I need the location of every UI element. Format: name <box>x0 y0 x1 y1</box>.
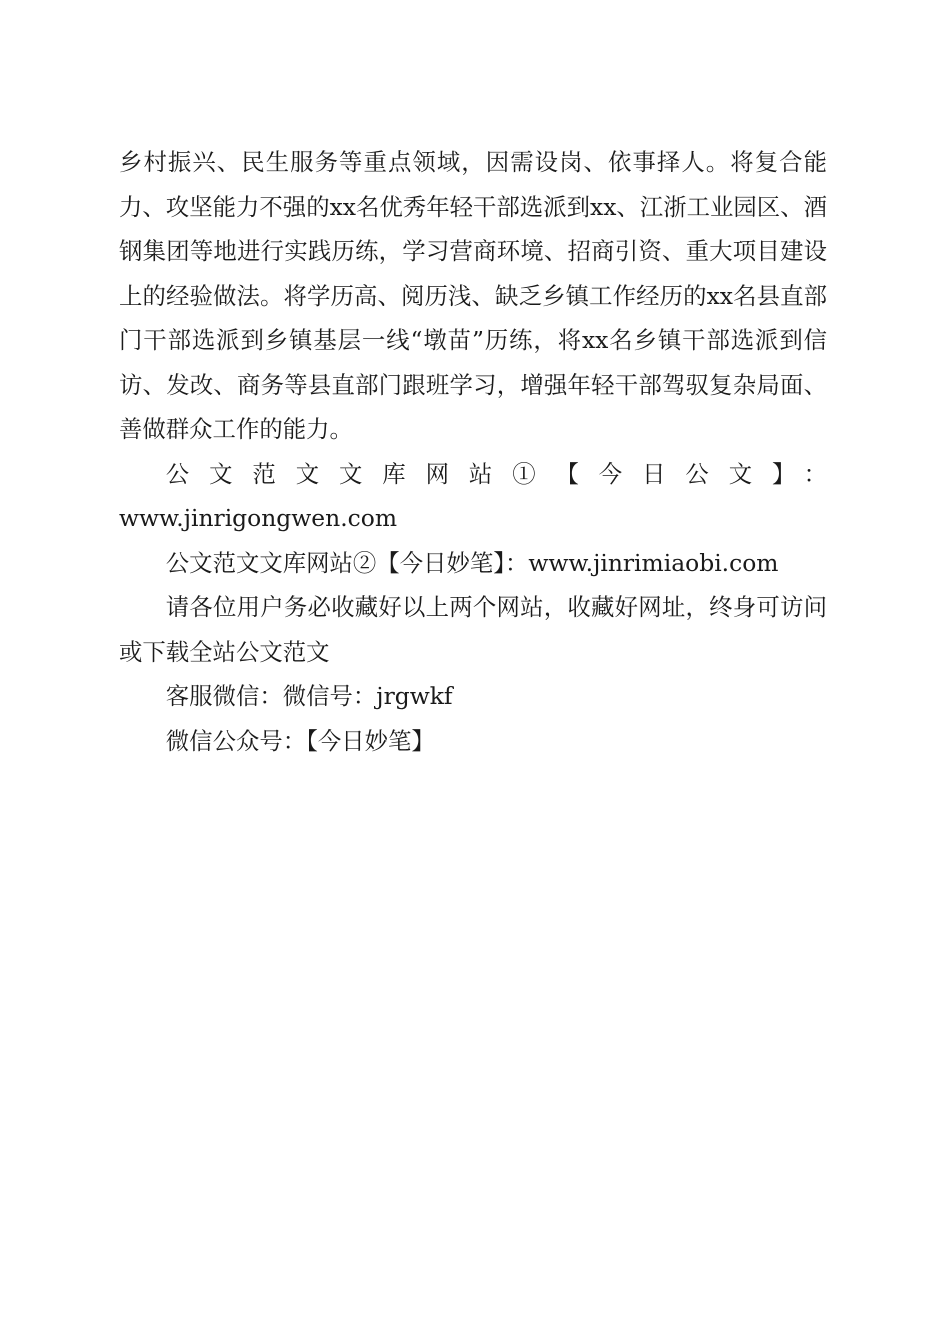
service-wechat: 客服微信：微信号：jrgwkf <box>165 682 453 710</box>
document-page <box>119 140 827 763</box>
site2-line <box>119 541 827 586</box>
site2-label: 公文范文文库网站②【今日妙笔】： <box>165 548 529 577</box>
body-paragraph: 乡村振兴、民生服务等重点领域，因需设岗、依事择人。将复合能力、攻坚能力不强的xx名优秀年轻干部选派到xx、江浙工业园区、酒钢集团等地进行实践历练，学习营商环境、招商引资、重大项目建设上的经验做法。将学历高、阅历浅、缺乏乡镇工作经历的xx名县直部门干部选派到乡镇基层一线“墩苗”历练，将xx名乡镇干部选派到信访、发改、商务等县直部门跟班学习，增强年轻干部驾驭复杂局面、善做群众工作的能力。 <box>119 148 827 443</box>
site2-url[interactable]: www.jinrimiaobi.com <box>528 548 779 577</box>
bookmark-notice: 请各位用户务必收藏好以上两个网站，收藏好网址，终身可访问或下载全站公文范文 <box>119 593 827 666</box>
site1-label: 公文范文文库网站①【今日公文】： <box>165 459 827 488</box>
site1-url[interactable]: www.jinrigongwen.com <box>119 504 398 532</box>
official-account: 微信公众号：【今日妙笔】 <box>165 726 435 755</box>
